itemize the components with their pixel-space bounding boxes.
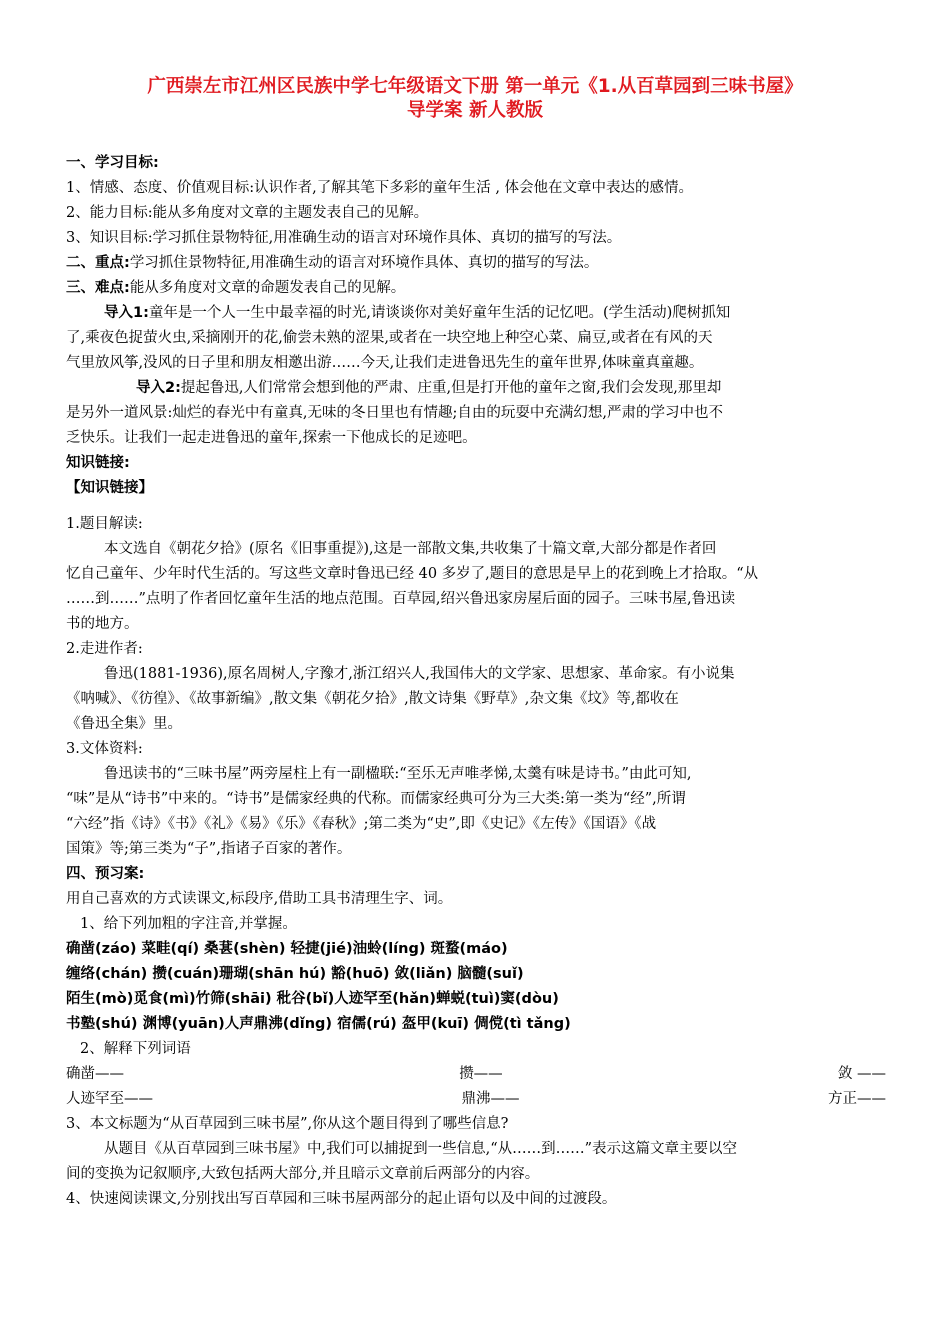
intro1-line-1 [104, 303, 730, 323]
question-4: 4、快速阅读课文,分别找出写百草园和三味书屋两部分的起止语句以及中间的过渡段。 [66, 1191, 617, 1207]
intro1-text-1: 童年是一个人一生中最幸福的时光,请谈谈你对美好童年生活的记忆吧。(学生活动)爬树抓知 [148, 305, 731, 321]
preview-heading: 四、预习案: [66, 866, 145, 882]
section2-line-3: 《鲁迅全集》里。 [66, 716, 182, 732]
objectives-heading: 一、学习目标: [66, 155, 159, 171]
words-row-1 [66, 1064, 886, 1084]
section3-title: 3.文体资料: [66, 741, 143, 757]
objective-1: 1、情感、态度、价值观目标:认识作者,了解其笔下多彩的童年生活 , 体会他在文章中表达的感情。 [66, 180, 694, 196]
difficulty-text: 能从多角度对文章的命题发表自己的见解。 [129, 280, 406, 296]
document-title [40, 75, 910, 123]
intro2-text-1: 提起鲁迅,人们常常会想到他的严肃、庄重,但是打开他的童年之窗,我们会发现,那里却 [180, 380, 722, 396]
knowledge-bracket-heading: 【知识链接】 [66, 480, 153, 496]
intro2-line-1 [136, 378, 721, 398]
section2-line-1: 鲁迅(1881-1936),原名周树人,字豫才,浙江绍兴人,我国伟大的文学家、思想家、革命家。有小说集 [104, 666, 735, 682]
section1-line-3: ……到……”点明了作者回忆童年生活的地点范围。百草园,绍兴鲁迅家房屋后面的园子。三味书屋,鲁迅读 [66, 591, 736, 607]
intro2-line-2: 是另外一道风景:灿烂的春光中有童真,无味的冬日里也有情趣;自由的玩耍中充满幻想,严肃的学习中也不 [66, 405, 723, 421]
objective-2: 2、能力目标:能从多角度对文章的主题发表自己的见解。 [66, 205, 429, 221]
section1-line-4: 书的地方。 [66, 616, 139, 632]
intro1-line-3: 气里放风筝,没风的日子里和朋友相邀出游……今天,让我们走进鲁迅先生的童年世界,体味童真童趣。 [66, 355, 704, 371]
objective-3: 3、知识目标:学习抓住景物特征,用准确生动的语言对环境作具体、真切的描写的写法。 [66, 230, 622, 246]
section3-line-1: 鲁迅读书的“三味书屋”两旁屋柱上有一副楹联:“至乐无声唯孝悌,太羹有味是诗书。”由此可知, [104, 766, 692, 782]
question-1: 1、给下列加粗的字注音,并掌握。 [80, 916, 297, 932]
key-point-label: 二、重点: [66, 255, 130, 271]
pinyin-row-2: 缠络(chán) 攒(cuán)珊瑚(shān hú) 豁(huō) 敛(liǎn) 脑髓(suǐ) [66, 966, 524, 982]
word-blank-6: 方正—— [828, 1091, 886, 1107]
question-3: 3、本文标题为“从百草园到三味书屋”,你从这个题目得到了哪些信息? [66, 1116, 509, 1132]
preview-intro: 用自己喜欢的方式读课文,标段序,借助工具书清理生字、词。 [66, 891, 453, 907]
word-blank-1: 确凿—— [66, 1066, 124, 1082]
word-blank-3: 敛 —— [837, 1066, 886, 1082]
question-3-answer-2: 间的变换为记叙顺序,大致包括两大部分,并且暗示文章前后两部分的内容。 [66, 1166, 540, 1182]
pinyin-row-4: 书塾(shú) 渊博(yuān)人声鼎沸(dǐng) 宿儒(rú) 盔甲(kuī) 倜傥(tì tǎng) [66, 1016, 571, 1032]
word-blank-4: 人迹罕至—— [66, 1091, 153, 1107]
word-blank-5: 鼎沸—— [461, 1091, 520, 1107]
difficulty-label: 三、难点: [66, 280, 130, 296]
title-line-2: 导学案 新人教版 [407, 100, 543, 121]
word-blank-2: 攒—— [459, 1066, 503, 1082]
section3-line-2: “味”是从“诗书”中来的。“诗书”是儒家经典的代称。而儒家经典可分为三大类:第一类为“经”,所谓 [66, 791, 686, 807]
section2-title: 2.走进作者: [66, 641, 143, 657]
section1-line-1: 本文选自《朝花夕拾》(原名《旧事重提》),这是一部散文集,共收集了十篇文章,大部分都是作者回 [104, 541, 717, 557]
question-2: 2、解释下列词语 [80, 1041, 191, 1057]
pinyin-row-3: 陌生(mò)觅食(mì)竹筛(shāi) 秕谷(bǐ)人迹罕至(hǎn)蝉蜕(tuì)窦(dòu) [66, 991, 559, 1007]
key-point [66, 253, 598, 273]
difficulty [66, 278, 405, 298]
intro2-label: 导入2: [136, 380, 181, 396]
question-3-answer-1: 从题目《从百草园到三味书屋》中,我们可以捕捉到一些信息,“从……到……”表示这篇文章主要以空 [104, 1141, 738, 1157]
knowledge-heading: 知识链接: [66, 455, 130, 471]
words-row-2 [66, 1089, 886, 1109]
section3-line-4: 国策》等;第三类为“子”,指诸子百家的著作。 [66, 841, 352, 857]
intro2-line-3: 乏快乐。让我们一起走进鲁迅的童年,探索一下他成长的足迹吧。 [66, 430, 477, 446]
intro1-label: 导入1: [104, 305, 149, 321]
pinyin-row-1: 确凿(záo) 菜畦(qí) 桑葚(shèn) 轻捷(jié)油蛉(líng) 斑蝥(máo) [66, 941, 508, 957]
section1-title: 1.题目解读: [66, 516, 143, 532]
section3-line-3: “六经”指《诗》《书》《礼》《易》《乐》《春秋》;第二类为“史”,即《史记》《左传》《国语》《战 [66, 816, 657, 832]
intro1-line-2: 了,乘夜色捉萤火虫,采摘刚开的花,偷尝未熟的涩果,或者在一块空地上种空心菜、扁豆,或者在有风的天 [66, 330, 713, 346]
section2-line-2: 《呐喊》、《彷徨》、《故事新编》,散文集《朝花夕拾》,散文诗集《野草》,杂文集《坟》等,都收在 [66, 691, 679, 707]
key-point-text: 学习抓住景物特征,用准确生动的语言对环境作具体、真切的描写的写法。 [129, 255, 599, 271]
title-line-1: 广西崇左市江州区民族中学七年级语文下册 第一单元《1.从百草园到三味书屋》 [147, 76, 803, 97]
section1-line-2: 忆自己童年、少年时代生活的。写这些文章时鲁迅已经 40 多岁了,题目的意思是早上的花到晚上才拾取。“从 [66, 566, 759, 582]
